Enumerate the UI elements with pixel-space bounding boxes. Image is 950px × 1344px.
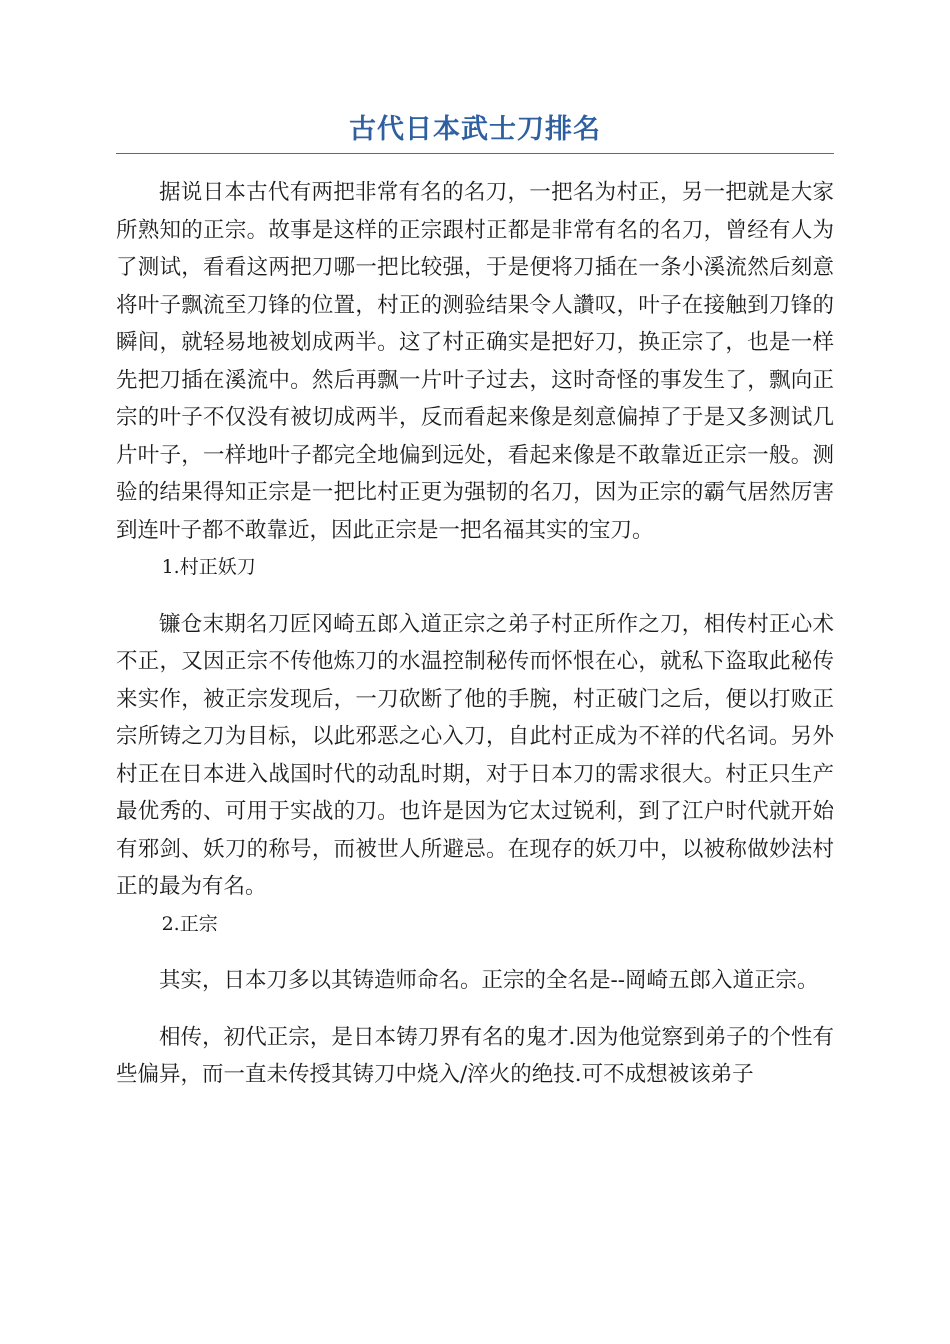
section-heading-masamune: 2.正宗: [161, 912, 218, 935]
masamune-paragraph-2: 相传，初代正宗，是日本铸刀界有名的鬼才.因为他觉察到弟子的个性有些偏异，而一直未传授其铸刀中烧入/淬火的绝技.可不成想被该弟子: [116, 1024, 834, 1087]
intro-paragraph: 据说日本古代有两把非常有名的名刀，一把名为村正，另一把就是大家所熟知的正宗。故事是这样的正宗跟村正都是非常有名的名刀，曾经有人为了测试，看看这两把刀哪一把比较强，于是便将刀插在一条小溪流然后刻意将叶子飘流至刀锋的位置，村正的测验结果令人讚叹，叶子在接触到刀锋的瞬间，就轻易地被划成两半。这了村正确实是把好刀，换正宗了，也是一样先把刀插在溪流中。然后再飘一片叶子过去，这时奇怪的事发生了，飘向正宗的叶子不仅没有被切成两半，反而看起来像是刻意偏掉了于是又多测试几片叶子，一样地叶子都完全地偏到远处，看起来像是不敢靠近正宗一般。测验的结果得知正宗是一把比村正更为强韧的名刀，因为正宗的霸气居然厉害到连叶子都不敢靠近，因此正宗是一把名福其实的宝刀。: [116, 180, 834, 543]
document-title: 古代日本武士刀排名: [116, 110, 834, 154]
masamune-paragraph-1: 其实，日本刀多以其铸造师命名。正宗的全名是--岡崎五郎入道正宗。: [159, 968, 819, 993]
section-heading-muramasa: 1.村正妖刀: [161, 556, 256, 578]
document-page: [116, 110, 834, 1094]
muramasa-paragraph: 镰仓末期名刀匠冈崎五郎入道正宗之弟子村正所作之刀，相传村正心术不正，又因正宗不传他炼刀的水温控制秘传而怀恨在心，就私下盗取此秘传来实作，被正宗发现后，一刀砍断了他的手腕，村正破门之后，便以打败正宗所铸之刀为目标，以此邪恶之心入刀，自此村正成为不祥的代名词。另外村正在日本进入战国时代的动乱时期，对于日本刀的需求很大。村正只生产最优秀的、可用于实战的刀。也许是因为它太过锐利，到了江户时代就开始有邪剑、妖刀的称号，而被世人所避忌。在现存的妖刀中，以被称做妙法村正的最为有名。: [116, 611, 834, 899]
